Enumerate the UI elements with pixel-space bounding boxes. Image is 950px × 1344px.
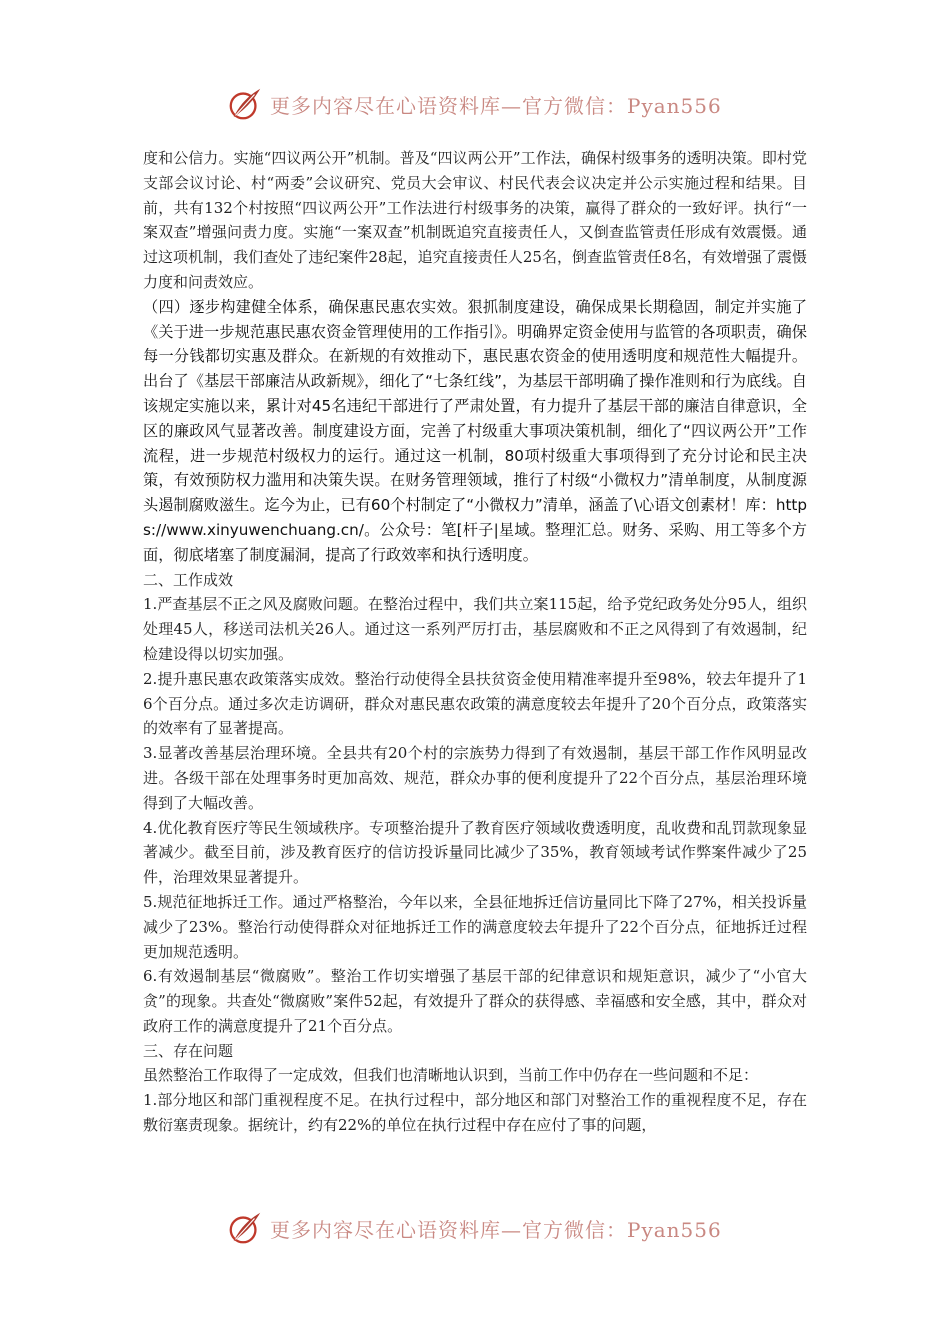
list-item-result-4: 4.优化教育医疗等民生领域秩序。专项整治提升了教育医疗领域收费透明度，乱收费和乱罚款现象显著减少。截至目前，涉及教育医疗的信访投诉量同比减少了35%，教育领域考试作弊案件减少了25件，治理效果显著提升。 xyxy=(143,818,807,887)
quill-logo-icon xyxy=(226,85,264,123)
watermark-banner-bottom xyxy=(226,1208,746,1248)
paragraph-problems-intro: 虽然整治工作取得了一定成效，但我们也清晰地认识到，当前工作中仍存在一些问题和不足： xyxy=(143,1066,759,1085)
list-item-result-1: 1.严查基层不正之风及腐败问题。在整治过程中，我们共立案115起，给予党纪政务处分95人，组织处理45人，移送司法机关26人。通过这一系列严厉打击，基层腐败和不正之风得到了有效遏制，纪检建设得以切实加强。 xyxy=(143,595,807,663)
list-item-problem-1: 1.部分地区和部门重视程度不足。在执行过程中，部分地区和部门对整治工作的重视程度不足，存在敷衍塞责现象。据统计，约有22%的单位在执行过程中存在应付了事的问题， xyxy=(143,1091,807,1135)
list-item-result-6: 6.有效遏制基层“微腐败”。整治工作切实增强了基层干部的纪律意识和规矩意识，减少了“小官大贪”的现象。共查处“微腐败”案件52起，有效提升了群众的获得感、幸福感和安全感，其中，群众对政府工作的满意度提升了21个百分点。 xyxy=(143,967,807,1035)
list-item-result-3: 3.显著改善基层治理环境。全县共有20个村的宗族势力得到了有效遏制，基层干部工作作风明显改进。各级干部在处理事务时更加高效、规范，群众办事的便利度提升了22个百分点，基层治理环境得到了大幅改善。 xyxy=(143,744,807,812)
watermark-text: 更多内容尽在心语资料库—官方微信：Pyan556 xyxy=(270,1217,722,1242)
quill-logo-icon xyxy=(226,1209,264,1247)
watermark-banner-top xyxy=(226,84,746,124)
watermark-text: 更多内容尽在心语资料库—官方微信：Pyan556 xyxy=(270,93,722,118)
list-item-result-2: 2.提升惠民惠农政策落实成效。整治行动使得全县扶贫资金使用精准率提升至98%，较去年提升了16个百分点。通过多次走访调研，群众对惠民惠农政策的满意度较去年提升了20个百分点，政策落实的效率有了显著提高。 xyxy=(143,669,807,738)
paragraph-system-building: （四）逐步构建健全体系，确保惠民惠农实效。狠抓制度建设，确保成果长期稳固，制定并实施了《关于进一步规范惠民惠农资金管理使用的工作指引》。明确界定资金使用与监管的各项职责，确保每一分钱都切实惠及群众。在新规的有效推动下，惠民惠农资金的使用透明度和规范性大幅提升。出台了《基层干部廉洁从政新规》，细化了“七条红线”，为基层干部明确了操作准则和行为底线。自该规定实施以来，累计对45名违纪干部进行了严肃处置，有力提升了基层干部的廉洁自律意识，全区的廉政风气显著改善。制度建设方面，完善了村级重大事项决策机制，细化了“四议两公开”工作流程，进一步规范村级权力的运行。通过这一机制，80项村级重大事项得到了充分讨论和民主决策，有效预防权力滥用和决策失误。在财务管理领域，推行了村级“小微权力”清单制度，从制度源头遏制腐败滋生。迄今为止，已有60个村制定了“小微权力”清单，涵盖了\心语文创素材！库：https://www.xinyuwenchuang.cn/。公众号：笔[杆子|星域。整理汇总。财务、采购、用工等多个方面，彻底堵塞了制度漏洞，提高了行政效率和执行透明度。 xyxy=(143,297,807,564)
list-item-result-5: 5.规范征地拆迁工作。通过严格整治，今年以来，全县征地拆迁信访量同比下降了27%，相关投诉量减少了23%。整治行动使得群众对征地拆迁工作的满意度较去年提升了22个百分点，征地拆迁过程更加规范透明。 xyxy=(143,892,807,961)
section-heading-results: 二、工作成效 xyxy=(143,570,234,589)
section-heading-problems: 三、存在问题 xyxy=(143,1041,234,1060)
document-body xyxy=(143,146,807,1138)
paragraph-accountability: 度和公信力。实施“四议两公开”机制。普及“四议两公开”工作法，确保村级事务的透明决策。即村党支部会议讨论、村“两委”会议研究、党员大会审议、村民代表会议决定并公示实施过程和结果。目前，共有132个村按照“四议两公开”工作法进行村级事务的决策，赢得了群众的一致好评。执行“一案双查”增强问责力度。实施“一案双查”机制既追究直接责任人，又倒查监管责任形成有效震慑。通过这项机制，我们查处了违纪案件28起，追究直接责任人25名，倒查监管责任8名，有效增强了震慑力度和问责效应。 xyxy=(143,149,807,291)
